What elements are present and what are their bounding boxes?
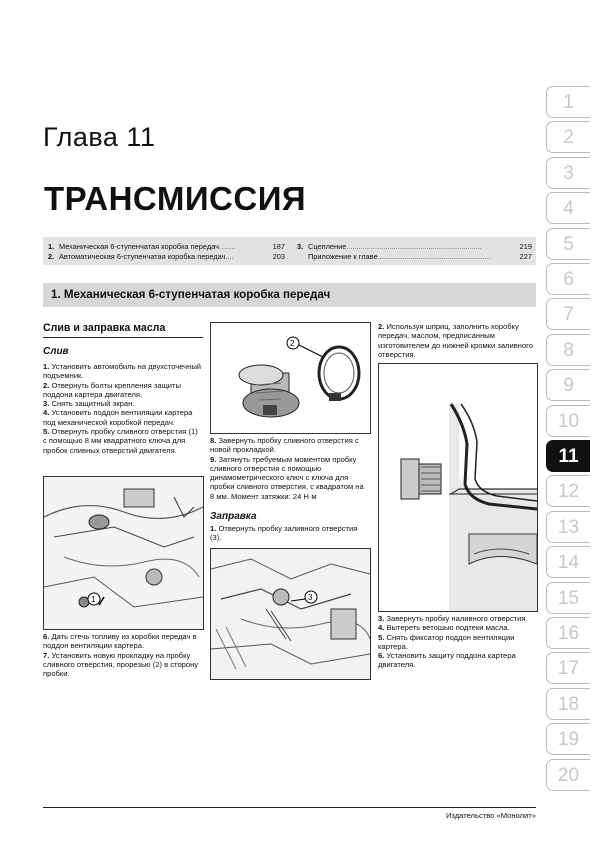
chapter-tab-10[interactable]: 10 <box>546 405 590 437</box>
step: 6. Установить защиту поддона картера двигателя. <box>378 651 516 670</box>
step-list <box>210 524 370 543</box>
toc-page: 187 <box>272 242 285 251</box>
chapter-tab-15[interactable]: 15 <box>546 582 590 614</box>
fill-plug-drawing <box>211 549 370 679</box>
chapter-tab-4[interactable]: 4 <box>546 192 590 224</box>
step: 1. Установить автомобиль на двухсточечный подъемник. <box>43 362 202 381</box>
figure-callout: 1 <box>91 595 96 604</box>
subsection-title: Слив и заправка масла <box>43 322 166 334</box>
chapter-tab-2[interactable]: 2 <box>546 121 590 153</box>
engine-underside-drawing <box>44 477 203 629</box>
chapter-tab-8[interactable]: 8 <box>546 334 590 366</box>
toc-text: Автоматическая 6-ступенчатая коробка передач <box>59 252 226 261</box>
chapter-tab-5[interactable]: 5 <box>546 228 590 260</box>
chapter-tab-11[interactable]: 11 <box>546 440 590 472</box>
figure-fill-plug-location <box>210 548 371 680</box>
step-list <box>378 322 538 359</box>
chapter-tab-1[interactable]: 1 <box>546 86 590 118</box>
toc-number: 1. <box>48 242 55 251</box>
chapter-tab-16[interactable]: 16 <box>546 617 590 649</box>
toc-page: 227 <box>519 252 532 261</box>
chapter-tab-9[interactable]: 9 <box>546 369 590 401</box>
toc-text: Приложение к главе <box>308 252 378 261</box>
figure-callout: 3 <box>308 593 313 602</box>
step: 1. Отвернуть пробку заливного отверстия (3). <box>210 524 358 543</box>
section-title: 1. Механическая 6-ступенчатая коробка передач <box>43 283 536 307</box>
chapter-tab-17[interactable]: 17 <box>546 652 590 684</box>
footer-rule <box>43 807 536 808</box>
chapter-tab-7[interactable]: 7 <box>546 298 590 330</box>
figure-drain-plug <box>210 322 371 434</box>
chapter-tab-6[interactable]: 6 <box>546 263 590 295</box>
toc-dots: ........ <box>218 242 236 251</box>
step-list <box>43 362 203 455</box>
step-list <box>210 436 370 501</box>
fill-heading: Заправка <box>210 511 257 522</box>
toc-page: 219 <box>519 242 532 251</box>
figure-oil-level <box>378 363 538 612</box>
chapter-title: ТРАНСМИССИЯ <box>44 180 307 217</box>
drain-heading: Слив <box>43 346 69 357</box>
toc-entry[interactable] <box>297 252 491 261</box>
step: 3. Завернуть пробку наливного отверстия. <box>378 614 528 623</box>
step: 5. Отвернуть пробку сливного отверстия (1) с помощью 8 мм квадратного ключа для пробок сливных отверстий двигателя. <box>43 427 198 455</box>
toc-entry[interactable] <box>48 242 235 251</box>
toc-entry[interactable] <box>48 252 234 261</box>
toc-entry[interactable] <box>297 242 482 251</box>
chapter-tab-3[interactable]: 3 <box>546 157 590 189</box>
toc-text: Механическая 6-ступенчатая коробка передач <box>59 242 219 251</box>
step: 8. Завернуть пробку сливного отверстия с новой прокладкой. <box>210 436 359 455</box>
chapter-toc <box>43 237 536 265</box>
figure-callout: 2 <box>290 339 295 348</box>
chapter-tab-14[interactable]: 14 <box>546 546 590 578</box>
subsection-rule <box>43 337 203 338</box>
chapter-tab-12[interactable]: 12 <box>546 475 590 507</box>
step: 9. Затянуть требуемым моментом пробку сливного отверстия с помощью динамометрического ключ с ключа для пробки сливного отверстия, с квадратом на 8 мм. Момент затяжки: 24 Н·м <box>210 454 364 501</box>
publisher-footer: Издательство «Монолит» <box>445 811 536 820</box>
chapter-tab-19[interactable]: 19 <box>546 723 590 755</box>
toc-number: 3. <box>297 242 304 251</box>
chapter-tab-18[interactable]: 18 <box>546 688 590 720</box>
figure-drain-plug-location <box>43 476 204 630</box>
chapter-label: Глава 11 <box>43 122 156 152</box>
toc-number: 2. <box>48 252 55 261</box>
chapter-tab-20[interactable]: 20 <box>546 759 590 791</box>
toc-dots: .... <box>225 252 234 261</box>
toc-dots: .................................................................. <box>346 242 482 251</box>
step: 4. Установить поддон вентиляции картера под механической коробкой передач. <box>43 408 193 427</box>
step-list <box>378 614 538 670</box>
step: 5. Снять фиксатор поддон вентиляции картера. <box>378 632 515 651</box>
step: 6. Дать стечь топливу из коробки передач в поддон вентиляции картера. <box>43 632 197 651</box>
drain-plug-drawing <box>211 323 370 433</box>
step: 7. Установить новую прокладку на пробку сливного отверстия, прорезью (2) в сторону пробки. <box>43 650 199 679</box>
toc-text: Сцепление <box>308 242 347 251</box>
step: 4. Вытереть ветошью подтеки масла. <box>378 623 510 633</box>
step: 3. Снять защитный экран. <box>43 399 135 409</box>
oil-level-cross-section <box>379 364 537 611</box>
step: 2. Отвернуть болты крепления защиты поддона картера двигателя. <box>43 380 181 399</box>
toc-page: 203 <box>272 252 285 261</box>
toc-dots: ....................................................... <box>377 252 491 261</box>
step: 2. Используя шприц, заполнить коробку передач, маслом, предписанным изготовителем до нижней кромки заливного отверстия. <box>378 322 533 359</box>
chapter-tab-13[interactable]: 13 <box>546 511 590 543</box>
step-list <box>43 632 203 678</box>
